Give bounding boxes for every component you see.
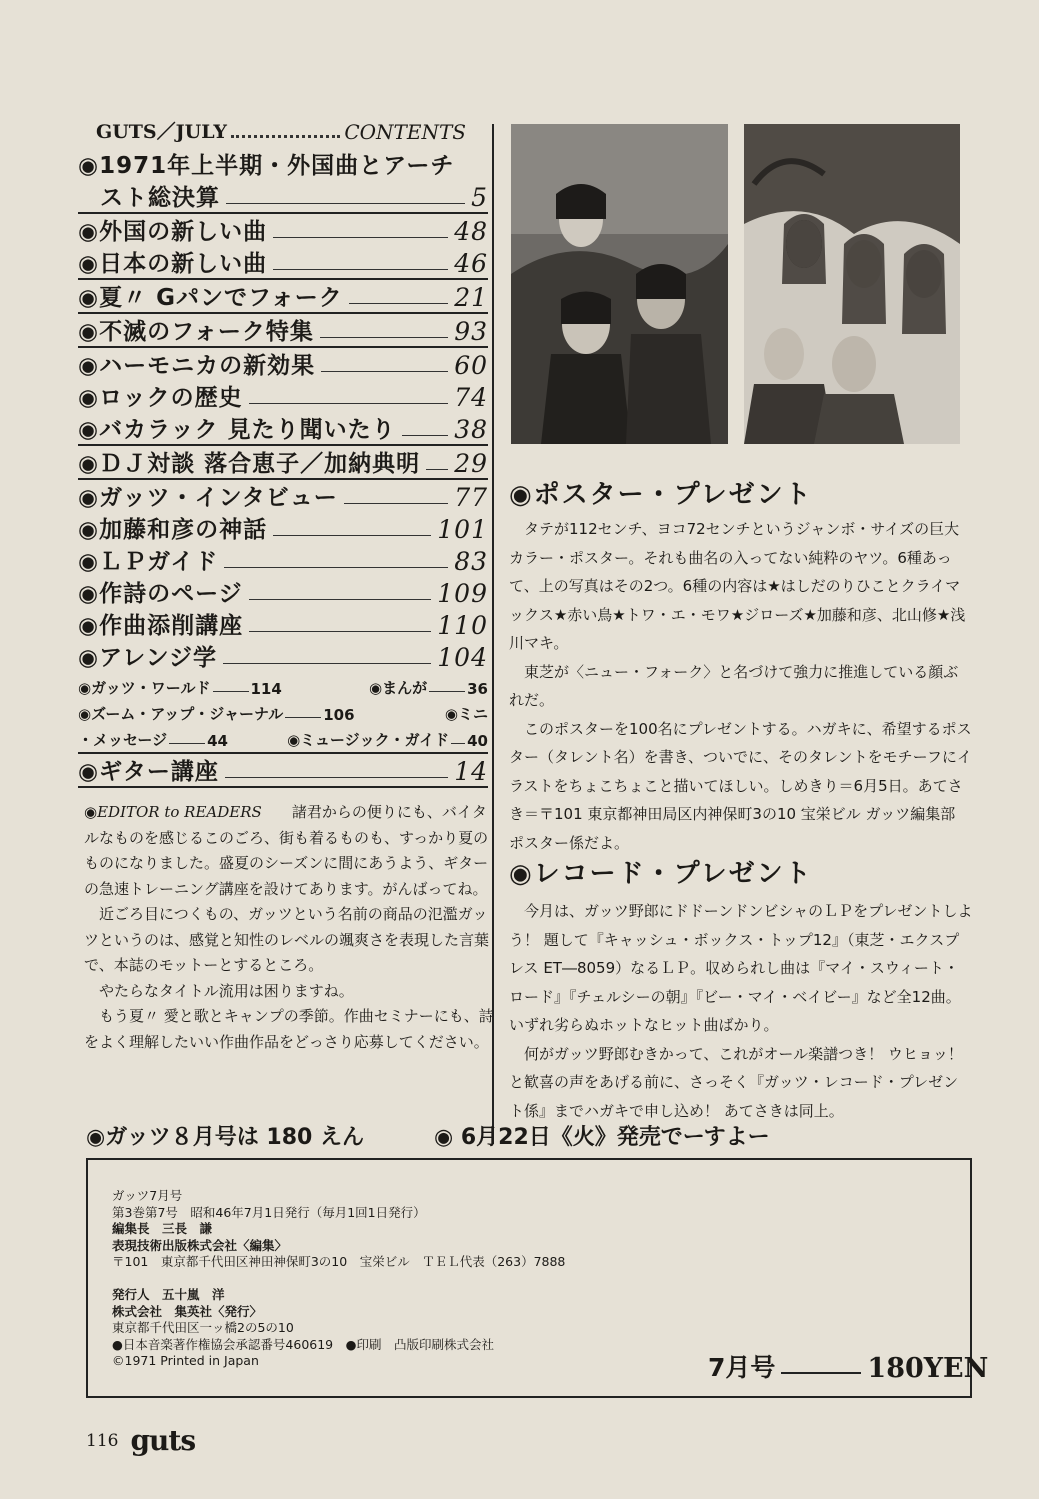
toc-item[interactable]: ◉夏〃 Gパンでフォーク 21	[78, 280, 488, 314]
toc-item[interactable]: ◉ガッツ・インタビュー 77	[78, 483, 488, 512]
toc-item[interactable]: ◉作詩のページ 109	[78, 579, 488, 608]
toc-item[interactable]: ◉作曲添削講座 110	[78, 611, 488, 640]
toc-item[interactable]: ◉加藤和彦の神話 101	[78, 515, 488, 544]
page-footer	[86, 1424, 195, 1457]
toc-small-item[interactable]: ◉ミュージック・ガイド 40	[287, 731, 488, 750]
toc-item[interactable]: ◉1971年上半期・外国曲とアーチ	[78, 153, 455, 179]
toc-small-item[interactable]: ◉ズーム・アップ・ジャーナル 106	[78, 705, 355, 724]
contents-header	[96, 118, 466, 144]
editor-paragraph: 近ごろ目につくもの、ガッツという名前の商品の氾濫ガッツというのは、感覚と知性のレベルの颯爽さを表現した言葉で、本誌のモットーとするところ。	[84, 905, 490, 974]
guts-logo: guts	[130, 1424, 196, 1457]
toc-item[interactable]: ◉ハーモニカの新効果 60	[78, 351, 488, 380]
record-heading: ◉レコード・プレゼント	[509, 859, 813, 889]
editor-note: ◉EDITOR to READERS 諸君からの便りにも、バイタルなものを感じるこのごろ、街も着るものも、すっかり夏のものになりました。盛夏のシーズンに間にあうよう、ギターの急速トレーニング講座を設けてあります。がんばってね。 近ごろ目につくもの、ガッツという名前の商品の氾濫ガッツというのは、感覚と知性のレベルの颯爽さを表現した言葉で、本誌のモットーとするところ。 やたらなタイトル流用は困りますね。 もう夏〃 愛と歌とキャンプの季節。作曲セミナーにも、詩をよく理解したいい作曲作品をどっさり応募してください。	[84, 800, 496, 1055]
editor-label: ◉EDITOR to READERS	[84, 803, 262, 821]
toc-small-row	[78, 698, 488, 724]
next-issue-announcement: ◉ガッツ８月号は 180 えん ◉ 6月22日《火》発売でーすよー	[86, 1125, 770, 1150]
price-label: 7月号 180YEN	[708, 1353, 989, 1384]
toc-item[interactable]: ◉ロックの歴史 74	[78, 383, 488, 412]
issue-label: GUTS／JULY	[96, 121, 227, 143]
toc-item[interactable]: ◉ＤＪ対談 落合恵子／加納典明 29	[78, 446, 488, 480]
dotted-leader	[231, 135, 340, 138]
toc-small-item[interactable]: ◉ミニ	[444, 705, 488, 723]
poster-photo-left	[511, 124, 728, 444]
toc-item[interactable]: ◉外国の新しい曲 48	[78, 217, 488, 246]
toc-small-item[interactable]: ・メッセージ 44	[78, 731, 228, 750]
toc-item[interactable]: ◉日本の新しい曲 46	[78, 246, 488, 280]
toc-small-item[interactable]: ◉まんが 36	[369, 679, 488, 698]
toc-item[interactable]: ◉バカラック 見たり聞いたり 38	[78, 412, 488, 446]
colophon-box	[86, 1158, 989, 1398]
photo-image	[744, 124, 960, 444]
poster-text: タテが112センチ、ヨコ72センチというジャンボ・サイズの巨大カラー・ポスター。それも曲名の入ってない純粋のヤツ。6種あって、上の写真はその2つ。6種の内容は★はしだのりひことクライマックス★赤い鳥★トワ・エ・モワ★ジローズ★加藤和彦、北山修★浅川マキ。 東芝が〈ニュー・フォーク〉と名づけて強力に推進している顔ぶれだ。 このポスターを100名にプレゼントする。ハガキに、希望するポスター（タレント名）を書き、ついでに、そのタレントをモチーフにイラストをちょこちょこと描いてほしい。しめきり＝6月5日。あてさき＝〒101 東京都神田局区内神保町3の10 宝栄ビル ガッツ編集部 ポスター係だよ。	[509, 520, 972, 852]
column-divider	[492, 124, 494, 1144]
editor-paragraph: やたらなタイトル流用は困りますね。	[99, 981, 354, 1000]
table-of-contents	[78, 150, 488, 788]
toc-small-item[interactable]: ◉ガッツ・ワールド 114	[78, 679, 282, 698]
contents-label: CONTENTS	[344, 120, 466, 144]
photo-image	[511, 124, 728, 444]
colophon-lines: ガッツ7月号 第3巻第7号 昭和46年7月1日発行（毎月1回1日発行） 編集長 三長 謙 表現技術出版株式会社〈編集〉 〒101 東京都千代田区神田神保町3の10 宝栄ビル ＴＥＬ代表（263）7888 発行人 五十嵐 洋 株式会社 集英社〈発行〉 東京都千代田区一ッ橋2の5の10 ●日本音楽著作権協会承認番号460619 ●印刷 凸版印刷株式会社 ©1971 Printed in Japan	[112, 1188, 566, 1369]
poster-heading: ◉ポスター・プレゼント	[509, 480, 813, 510]
record-text: 今月は、ガッツ野郎にドドーンドンビシャのＬＰをプレゼントしよう！ 題して『キャッシュ・ボックス・トップ12』（東芝・エクスプレス ET―8059）なるＬＰ。収められし曲は『マイ・スウィート・ロード』『チェルシーの朝』『ビー・マイ・ベイビー』など全12曲。いずれ劣らぬホットなヒット曲ばかり。 何がガッツ野郎むきかって、これがオール楽譜つき！ ウヒョッ！ と歓喜の声をあげる前に、さっそく『ガッツ・レコード・プレゼント係』までハガキで申し込め！ あてさきは同上。	[509, 902, 973, 1120]
toc-item[interactable]: スト総決算 5	[78, 180, 488, 214]
toc-small-row	[78, 672, 488, 698]
page-number: 116	[86, 1430, 119, 1451]
editor-paragraph: もう夏〃 愛と歌とキャンプの季節。作曲セミナーにも、詩をよく理解したいい作曲作品をどっさり応募してください。	[84, 1007, 494, 1051]
toc-item[interactable]: ◉アレンジ学 104	[78, 643, 488, 672]
poster-photo-right	[744, 124, 960, 444]
toc-item[interactable]: ◉ＬＰガイド 83	[78, 547, 488, 576]
toc-small-row	[78, 724, 488, 750]
toc-item[interactable]: ◉不滅のフォーク特集 93	[78, 314, 488, 348]
toc-item[interactable]: ◉ギター講座 14	[78, 752, 488, 788]
